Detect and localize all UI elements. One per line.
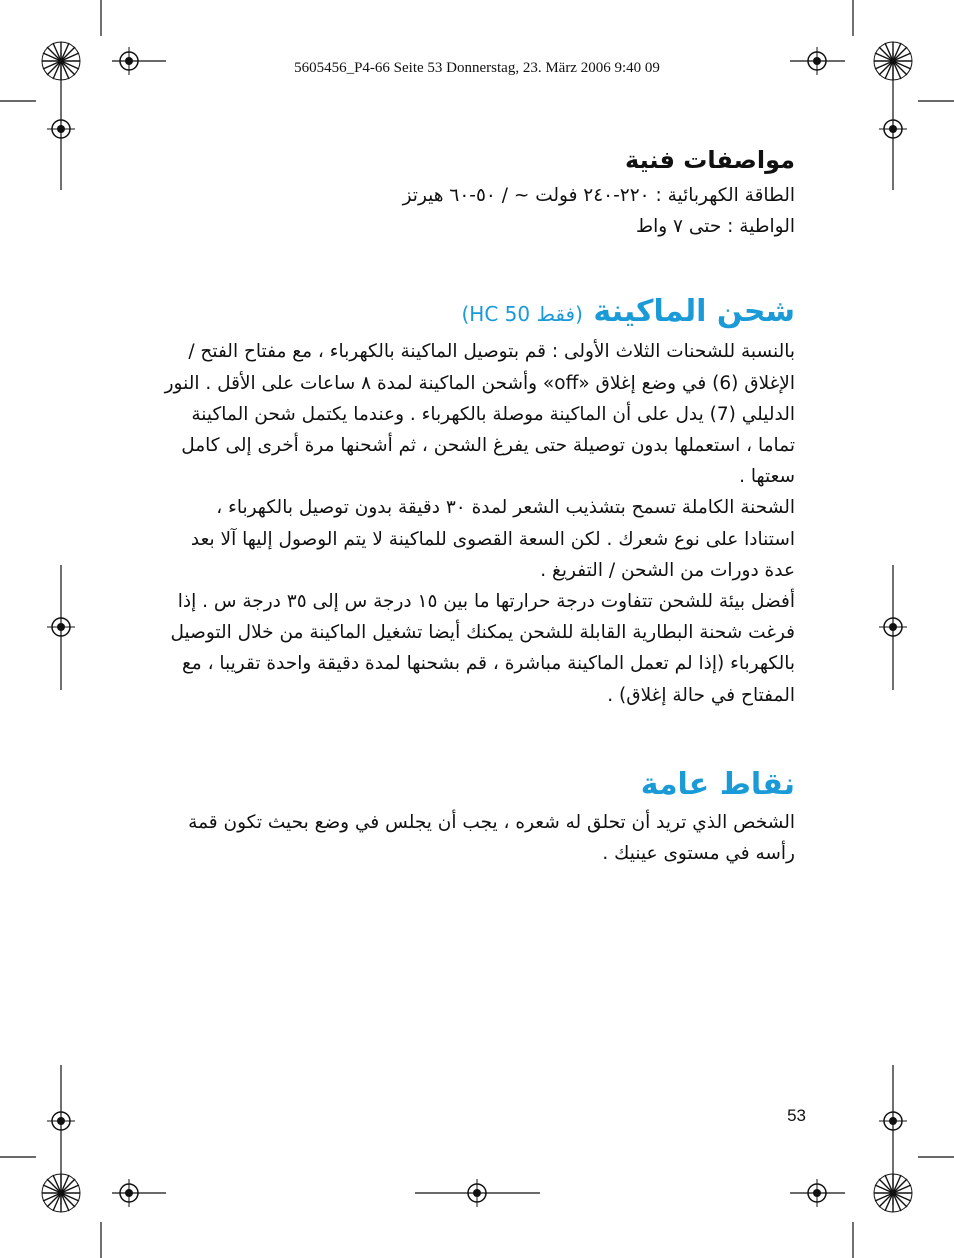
- starburst-icon: [41, 1173, 81, 1213]
- print-info-line: 5605456_P4-66 Seite 53 Donnerstag, 23. März 2006 9:40 09: [294, 60, 660, 76]
- specs-title: مواصفات فنية: [625, 146, 795, 174]
- charging-subtitle: (فقط HC 50): [461, 302, 583, 327]
- crosshair-circle-icon: [47, 613, 75, 641]
- general-paragraph-1: الشخص الذي تريد أن تحلق له شعره ، يجب أن يجلس في وضع بحيث تكون قمة رأسه في مستوى عينيك .: [188, 811, 795, 865]
- crosshair-circle-icon: [879, 115, 907, 143]
- specs-line-wattage: الواطية : حتى ٧ واط: [635, 216, 795, 238]
- crosshair-circle-icon: [879, 1107, 907, 1135]
- crosshair-circle-icon: [879, 613, 907, 641]
- page-number: 53: [787, 1106, 806, 1125]
- charging-paragraph-1: بالنسبة للشحنات الثلاث الأولى : قم بتوصيل الماكينة بالكهرباء ، مع مفتاح الفتح / الإغلاق (6) في وضع إغلاق «off» وأشحن الماكينة لمدة ٨ ساعات على الأقل . النور الدليلي (7) يدل على أن الماكينة موصلة بالكهرباء . وعندما يكتمل شحن الماكينة تماما ، استعملها بدون توصيلة حتى يفرغ الشحن ، ثم أشحنها مرة أخرى إلى كامل سعتها .: [164, 341, 795, 488]
- page-content: [160, 140, 795, 869]
- crosshair-circle-icon: [463, 1179, 491, 1207]
- charging-heading: [160, 290, 795, 336]
- specs-line-power: الطاقة الكهربائية : ٢٢٠-٢٤٠ فولت ~ / ٥٠-٦٠ هيرتز: [402, 185, 795, 206]
- crosshair-circle-icon: [115, 1179, 143, 1207]
- starburst-icon: [873, 1173, 913, 1213]
- crosshair-circle-icon: [803, 1179, 831, 1207]
- crosshair-circle-icon: [47, 115, 75, 143]
- charging-title: شحن الماكينة: [593, 294, 795, 330]
- crosshair-circle-icon: [47, 1107, 75, 1135]
- general-heading: نقاط عامة: [640, 766, 795, 802]
- charging-paragraph-3: أفضل بيئة للشحن تتفاوت درجة حرارتها ما بين ١٥ درجة س إلى ٣٥ درجة س . إذا فرغت شحنة البطارية القابلة للشحن يمكنك أيضا تشغيل الماكينة من خلال التوصيل بالكهرباء (إذا لم تعمل الماكينة مباشرة ، قم بشحنها لمدة دقيقة واحدة تقريبا ، مع المفتاح في حالة إغلاق) .: [170, 591, 795, 706]
- charging-paragraph-2: الشحنة الكاملة تسمح بتشذيب الشعر لمدة ٣٠ دقيقة بدون توصيل بالكهرباء ، استنادا على نوع شعرك . لكن السعة القصوى للماكينة لا يتم الوصول إليها آلا بعد عدة دورات من الشحن / التفريغ .: [190, 497, 795, 581]
